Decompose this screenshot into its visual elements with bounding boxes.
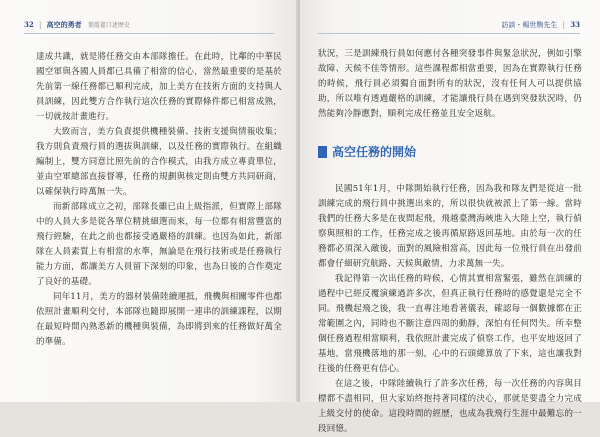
paragraph: 在這之後，中隊陸續執行了許多次任務，每一次任務的內容與目標都不盡相同，但大家始終抱持著同樣的決心，那就是要盡全力完成上級交付的使命。這段時間的經歷，也成為我飛行生涯中最難忘的一段回憶。 [318, 379, 582, 434]
left-page-number: 32 [24, 20, 34, 29]
left-page [0, 0, 298, 402]
right-header-rule [318, 33, 580, 34]
left-running-header [24, 20, 130, 31]
right-page-number: 33 [570, 20, 580, 29]
left-header-rule [24, 33, 274, 34]
right-page [300, 0, 600, 434]
paragraph: 大致而言，美方負責提供機種裝備、技術支援與情報收集；我方則負責飛行員的選拔與訓練，以及任務的實際執行。在組織編制上，雙方同意比照先前的合作模式，由我方成立專責單位，並由空軍總部直接督導，任務的規劃與核定則由雙方共同研商，以確保執行時萬無一失。 [36, 127, 282, 197]
paragraph: 同年11月，美方的器材裝備陸續運抵，飛機與相關零件也都依照計畫順利交付，本部隊也隨即展開一連串的訓練課程，以期在最短時間內熟悉新的機種與裝備，為即將到來的任務做好萬全的準備。 [36, 292, 282, 347]
paragraph: 達成共識，就是將任務交由本部隊擔任。在此時，比鄰的中華民國空軍與各國人員都已具備了相當的信心，當然最重要的是基於先前第一線任務都已順利完成，加上美方在技術方面的支持與人員訓練，因此雙方合作執行這次任務的實際條件都已相當成熟，一切就按計畫進行。 [36, 52, 282, 122]
right-intro-text [318, 47, 582, 122]
section-heading: 高空任務的開始 [332, 145, 417, 159]
right-running-header [501, 20, 580, 30]
book-title: 高空的勇者 [46, 20, 82, 29]
left-body-text [36, 50, 282, 350]
book-subtitle: 葉霞翟口述歷史 [87, 22, 130, 29]
header-separator: | [38, 21, 42, 29]
paragraph: 我記得第一次出任務的時候，心情其實相當緊張，雖然在訓練的過程中已經反覆演練過許多次，但真正執行任務時的感覺還是完全不同。飛機起飛之後，我一直專注地看著儀表，確認每一個數據都在正常範圍之內，同時也不斷注意四周的動靜，深怕有任何閃失。所幸整個任務過程相當順利，我依照計畫完成了偵察工作，也平安地返回了基地，當飛機落地的那一刻，心中的石頭總算放了下來，這也讓我對往後的任務更有信心。 [318, 274, 582, 374]
right-running-head: 訪談・楊世駒先生 [501, 21, 558, 29]
right-section-text [318, 182, 582, 437]
paragraph: 而新部隊成立之初，部隊長雖已由上級指派，但實際上部隊中的人員大多是從各單位精挑細選而來，每一位都有相當豐富的飛行經驗，在此之前也都接受過嚴格的訓練。也因為如此，新部隊在人員素質上有相當的水準，無論是在飛行技術或是任務執行能力方面，都讓美方人員留下深刻的印象，也為日後的合作奠定了良好的基礎。 [36, 202, 282, 287]
paragraph: 狀況，三是訓練飛行員如何應付各種突發事件與緊急狀況，例如引擎故障、天候不佳等情形。這些課程都相當重要，因為在實際執行任務的時候，飛行員必須獨自面對所有的狀況，沒有任何人可以提供協助，所以唯有透過嚴格的訓練，才能讓飛行員在遇到突發狀況時，仍然能夠冷靜應對，順利完成任務並且安全返航。 [318, 49, 582, 119]
section-marker [318, 146, 327, 158]
paragraph: 民國51年1月，中隊開始執行任務，因為我和隊友們是從這一批訓練完成的飛行員中挑選出來的，所以很快就被派上了第一線。當時我們的任務大多是在夜間起飛，飛越臺灣海峽進入大陸上空，執行偵察與照相的工作，任務完成之後再循原路返回基地。由於每一次的任務都必須深入敵後，面對的風險相當高，因此每一位飛行員在出發前都會仔細研究航路、天候與敵情，力求萬無一失。 [318, 184, 582, 269]
header-separator: | [562, 21, 566, 29]
